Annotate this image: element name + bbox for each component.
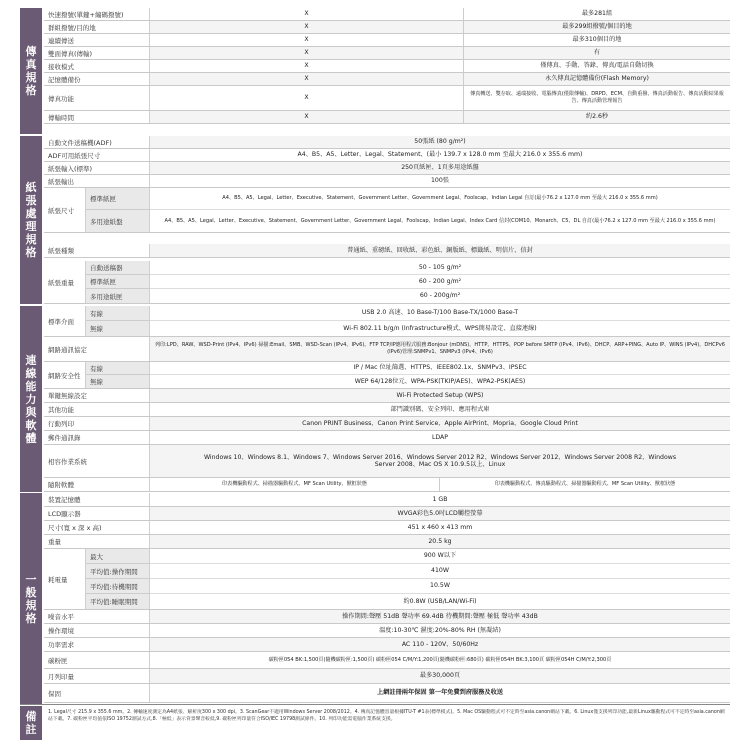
row-dimensions bbox=[44, 521, 730, 535]
row-label: 保固 bbox=[44, 684, 150, 702]
row-value-2: 有 bbox=[593, 49, 601, 57]
row-label: 記憶體備份 bbox=[44, 73, 150, 85]
row-label: 功率需求 bbox=[44, 638, 150, 651]
category-general: 一般規格 bbox=[20, 493, 42, 705]
row-label: 紙張輸出 bbox=[44, 175, 150, 187]
row-value: 100張 bbox=[431, 177, 449, 185]
row-value-1: X bbox=[150, 47, 464, 59]
row-toner bbox=[44, 652, 730, 669]
row-label: 有線 bbox=[86, 306, 150, 321]
row-label: 月列印量 bbox=[44, 669, 150, 683]
row-label: 裝置記憶體 bbox=[44, 493, 150, 506]
row-address-book bbox=[44, 431, 730, 445]
row-label: 雙面傳真(傳輸) bbox=[44, 47, 150, 59]
row-label: 行動列印 bbox=[44, 417, 150, 430]
fax-row bbox=[44, 47, 730, 60]
row-value: 451 x 460 x 413 mm bbox=[407, 523, 473, 531]
category-notes: 備註 bbox=[20, 706, 42, 740]
row-value: 10.5W bbox=[150, 579, 730, 594]
row-value: 50 - 105 g/m² bbox=[150, 261, 730, 275]
row-value: 普通紙、重磅紙、回收紙、彩色紙、銅版紙、標籤紙、明信片、信封 bbox=[347, 246, 533, 254]
row-label: 單鍵無線設定 bbox=[44, 389, 150, 402]
row-value: 操作期間:聲壓 51dB 聲功率 69.4dB 待機期間:聲壓 極低 聲功率 43dB bbox=[342, 612, 538, 620]
fax-row bbox=[44, 8, 730, 21]
row-other-features bbox=[44, 403, 730, 417]
fax-row bbox=[44, 86, 730, 111]
row-value: 900 W以下 bbox=[150, 549, 730, 564]
category-paper: 紙張處理規格 bbox=[20, 136, 42, 304]
row-value-2: 約2.6秒 bbox=[585, 113, 609, 121]
footnotes: 1. Legal尺寸 215.9 x 355.6 mm。2. 傳輸速度測定為A4紙張、解析度300 x 300 dpi。3. ScanGear不適用Windows Server 2008/2012。4. 傳真記憶體容量根據ITU-T #1表(標準模式)。5. Mac OS驅動程式可不定時至asia.canon網站下載。6. Linux僅支援列印功能,最新Linux驅動程式可不定時至asia.canon網站下載。7. 碳粉匣平均值依ISO 19752測試方式,8.「極低」表示背景聲音較低,9. 碳粉匣列印量符合ISO/IEC 19798測試條件。10. 列印功能需電腦作業系統支援。 bbox=[48, 710, 725, 722]
category-network: 連線能力與軟體 bbox=[20, 306, 42, 492]
row-label: 平均值:睡眠期間 bbox=[86, 594, 150, 609]
row-mobile-print bbox=[44, 417, 730, 431]
row-value: 最多30,000頁 bbox=[419, 672, 461, 680]
row-value: A4、B5、A5、Legal、Letter、Executive、Statement、Government Letter、Government Legal、Foolscap、Indian Legal 自訂(最小76.2 x 127.0 mm 至最大 216.0 x 355.6 mm) bbox=[150, 188, 730, 210]
row-value-1: X bbox=[150, 111, 464, 123]
row-power-supply bbox=[44, 638, 730, 652]
row-interface bbox=[44, 306, 730, 337]
row-lcd bbox=[44, 507, 730, 521]
row-group-label: 標準介面 bbox=[44, 306, 86, 336]
row-paper-input bbox=[44, 162, 730, 175]
row-label: 操作環境 bbox=[44, 624, 150, 637]
row-label: 自動文件送稿機(ADF) bbox=[44, 136, 150, 148]
row-group-label: 紙張尺寸 bbox=[44, 188, 86, 232]
row-label: 標準紙匣 bbox=[86, 275, 150, 289]
row-value: WEP 64/128位元、WPA-PSK(TKIP/AES)、WPA2-PSK(AES) bbox=[354, 377, 526, 385]
row-wireless-setup bbox=[44, 389, 730, 403]
row-label: 多用途紙匣 bbox=[86, 289, 150, 303]
row-label: 重量 bbox=[44, 535, 150, 548]
row-label: 相容作業系統 bbox=[44, 445, 150, 477]
row-group-label: 紙張重量 bbox=[44, 261, 86, 303]
row-label: 噪音水平 bbox=[44, 610, 150, 623]
category-fax: 傳真規格 bbox=[20, 8, 42, 134]
row-value-2: 傳真轉送、雙存取、遠端接收、電腦傳真(僅限傳輸)、DRPD、ECM、自動重撥、傳真活動報告、傳真活動結果報告、傳真活動管理報告 bbox=[470, 91, 724, 104]
row-value-1: X bbox=[150, 8, 464, 20]
row-compatible-os bbox=[44, 445, 730, 478]
row-label: 紙張種類 bbox=[44, 244, 150, 257]
row-value: 列印:LPD、RAW、WSD-Print (IPv4、IPv6) 掃描:Email、SMB、WSD-Scan (IPv4、IPv6)、FTP TCP/IP應用程式服務:Bonjour (mDNS)、HTTP、HTTPS、POP before SMTP (IPv4、IPv6)、DHCP、ARP+PING、Auto IP、WINS (IPv4)、DHCPv6 (IPv6)管理:SNMPv1、SNMPv3 (IPv4、IPv6) bbox=[154, 342, 725, 355]
row-software bbox=[44, 478, 730, 492]
row-noise bbox=[44, 610, 730, 624]
row-value: 60 - 200 g/m² bbox=[150, 275, 730, 289]
row-paper-weight bbox=[44, 261, 730, 304]
row-value: 約0.8W (USB/LAN/Wi-Fi) bbox=[403, 597, 477, 605]
row-value-2: 最多281組 bbox=[581, 10, 613, 18]
row-group-label: 網路安全性 bbox=[44, 362, 86, 388]
row-label: ADF可用紙張尺寸 bbox=[44, 149, 150, 161]
row-value: Wi-Fi 802.11 b/g/n (Infrastructure模式、WPS簡易設定、直接連線) bbox=[343, 324, 537, 332]
row-value-1: X bbox=[150, 21, 464, 33]
row-label: 有線 bbox=[86, 362, 150, 375]
row-security bbox=[44, 362, 730, 389]
row-protocol bbox=[44, 337, 730, 362]
row-label: 其他功能 bbox=[44, 403, 150, 416]
row-label: 傳真功能 bbox=[44, 86, 150, 110]
row-adf-size bbox=[44, 149, 730, 162]
row-value: 碳粉匣054 BK:1,500頁(隨機碳粉匣:1,500頁) 碳粉匣054 C/M/Y:1,200頁(隨機碳粉匣:680頁) 碳粉匣054H BK:3,100頁 碳粉匣054H C/M/Y:2,300頁 bbox=[268, 656, 612, 663]
row-value: AC 110 - 120V、50/60Hz bbox=[401, 640, 479, 648]
row-value-2: 最多310個目的地 bbox=[572, 36, 622, 44]
row-label: 群組撥號/目的地 bbox=[44, 21, 150, 33]
fax-row bbox=[44, 73, 730, 86]
row-paper-size bbox=[44, 188, 730, 233]
row-group-label: 耗電量 bbox=[44, 549, 86, 609]
row-value: 50張紙 (80 g/m²) bbox=[414, 138, 466, 146]
row-value: 20.5 kg bbox=[428, 537, 452, 545]
row-label: 連續傳送 bbox=[44, 34, 150, 46]
row-value: WVGA彩色5.0吋LCD觸控螢幕 bbox=[397, 509, 483, 517]
row-value: USB 2.0 高速、10 Base-T/100 Base-TX/1000 Base-T bbox=[150, 306, 730, 321]
row-value: 250頁紙匣、1頁多用途紙盤 bbox=[401, 164, 479, 172]
row-value: Windows 10、Windows 8.1、Windows 7、Windows Server 2016、Windows Server 2012 R2、Windows Server 2012、Windows Server 2008 R2、Windows Server 2008、Mac OS X 10.9.5以上、Linux bbox=[203, 453, 677, 468]
row-weight bbox=[44, 535, 730, 549]
fax-row bbox=[44, 21, 730, 34]
row-label: 郵件通訊錄 bbox=[44, 431, 150, 444]
row-value: IP / Mac 位址篩選、HTTPS、IEEE802.1x、SNMPv3、IPSEC bbox=[150, 362, 730, 375]
row-value-2: 永久傳真記憶體備份(Flash Memory) bbox=[545, 75, 649, 83]
row-label: 紙張輸入(標準) bbox=[44, 162, 150, 174]
row-value: LDAP bbox=[431, 433, 449, 441]
row-label: 平均值:操作期間 bbox=[86, 564, 150, 579]
row-label: 多用途紙盤 bbox=[86, 210, 150, 232]
row-label: 傳輸時間 bbox=[44, 111, 150, 123]
row-label: 最大 bbox=[86, 549, 150, 564]
row-value: Wi-Fi Protected Setup (WPS) bbox=[396, 391, 484, 399]
row-paper-type bbox=[44, 244, 730, 258]
row-paper-output bbox=[44, 175, 730, 188]
row-label: 網路通訊協定 bbox=[44, 337, 150, 361]
row-value-2: 印表機驅動程式、傳真驅動程式、掃描器驅動程式、MF Scan Utility、獸框狀態 bbox=[494, 481, 676, 488]
row-label: 無線 bbox=[86, 375, 150, 388]
row-value: 溫度:10-30℃ 濕度:20%-80% RH (無凝結) bbox=[379, 626, 501, 634]
row-memory bbox=[44, 493, 730, 507]
fax-row bbox=[44, 34, 730, 47]
row-value: 60 - 200g/m² bbox=[419, 292, 461, 300]
row-label: 隨附軟體 bbox=[44, 478, 150, 491]
row-value: Canon PRINT Business、Canon Print Service、Apple AirPrint、Mopria、Google Cloud Print bbox=[302, 419, 578, 427]
row-value-2: 僅傳真、手動、答錄、傳真/電話自動切換 bbox=[540, 62, 654, 70]
divider bbox=[20, 704, 730, 705]
row-value-1: 印表機驅動程式、掃描器驅動程式、MF Scan Utility、獸框狀態 bbox=[150, 478, 440, 491]
row-label: 自動送稿器 bbox=[86, 261, 150, 275]
row-adf bbox=[44, 136, 730, 149]
row-label: 碳粉匣 bbox=[44, 652, 150, 668]
row-label: 標準紙匣 bbox=[86, 188, 150, 210]
row-warranty bbox=[44, 684, 730, 703]
row-label: 平均值:待機期間 bbox=[86, 579, 150, 594]
row-duty-cycle bbox=[44, 669, 730, 684]
row-label: 接收模式 bbox=[44, 60, 150, 72]
row-value-1: X bbox=[150, 86, 464, 110]
row-label: 尺寸(寬 x 深 x 高) bbox=[44, 521, 150, 534]
row-value-1: X bbox=[150, 73, 464, 85]
row-value: A4、B5、A5、Legal、Letter、Executive、Statement、Government Letter、Government Legal、Foolscap、Indian Legal、Index Card 信封(COM10、Monarch、C5、DL 自訂(最小76.2 x 127.0 mm 至最大 216.0 x 355.6 mm) bbox=[164, 217, 716, 224]
row-value-2: 最多299組撥號/個目的地 bbox=[562, 23, 632, 31]
row-value-1: X bbox=[150, 60, 464, 72]
row-value-1: X bbox=[150, 34, 464, 46]
row-value: 1 GB bbox=[432, 495, 448, 503]
row-power bbox=[44, 549, 730, 610]
row-value: 410W bbox=[150, 564, 730, 579]
fax-row bbox=[44, 60, 730, 73]
row-label: 無線 bbox=[86, 321, 150, 336]
fax-row bbox=[44, 111, 730, 124]
row-label: 快速撥號(單鍵+編碼撥號) bbox=[44, 8, 150, 20]
row-value: 上網註冊兩年保固 第一年免費到府服務及收送 bbox=[377, 689, 503, 697]
row-environment bbox=[44, 624, 730, 638]
row-value: 部門識別碼、安全列印、應用程式庫 bbox=[390, 405, 490, 413]
row-value: A4、B5、A5、Letter、Legal、Statement、(最小 139.7 x 128.0 mm 至最大 216.0 x 355.6 mm) bbox=[297, 151, 583, 159]
row-label: LCD顯示器 bbox=[44, 507, 150, 520]
